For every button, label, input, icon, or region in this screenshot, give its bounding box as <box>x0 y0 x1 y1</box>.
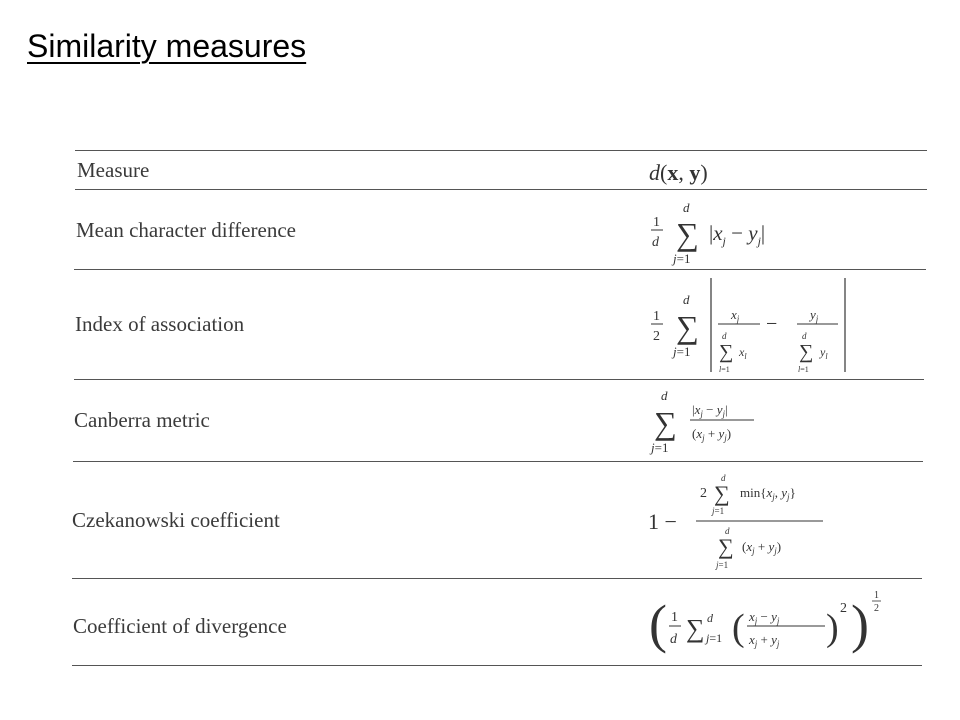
svg-text:∑: ∑ <box>686 614 705 643</box>
svg-text:xj + yj: $x_j + y_j$ <box>749 632 780 649</box>
svg-text:j=1: j=1 <box>673 344 691 359</box>
svg-text:d: d <box>652 235 659 250</box>
formula-mean-character-difference <box>651 200 765 266</box>
measure-name: Canberra metric <box>74 408 210 432</box>
measure-name: Mean character difference <box>76 218 296 242</box>
svg-text:d: d <box>707 611 713 625</box>
svg-text:d: d <box>725 526 730 536</box>
svg-text:|xj − yj|: $|x_j - y_j|$ <box>692 402 728 419</box>
svg-text:1: 1 <box>653 309 660 324</box>
svg-text:yl: $y_l$ <box>820 345 828 361</box>
svg-text:(: ( <box>732 607 745 649</box>
svg-text:xj − yj: $x_j - y_j$ <box>749 609 780 626</box>
svg-text:2: 2 <box>653 329 660 344</box>
svg-text:j=1: j=1 <box>673 251 691 266</box>
svg-text:−: − <box>766 313 778 335</box>
table-header-measure: Measure <box>77 158 150 182</box>
svg-text:yj: $y_j$ <box>810 307 819 324</box>
svg-text:d: d <box>721 473 726 483</box>
svg-text:∑: ∑ <box>676 216 699 252</box>
svg-text:j=1: j=1 <box>712 506 725 516</box>
svg-text:|xj − yj|: $|x_j - y_j|$ <box>709 221 766 248</box>
svg-text:): ) <box>851 594 869 654</box>
svg-text:∑: ∑ <box>719 341 734 363</box>
measure-name: Index of association <box>75 312 245 336</box>
svg-text:d: d <box>722 331 727 341</box>
page-title: Similarity measures <box>27 28 307 64</box>
svg-text:d: d <box>661 388 668 403</box>
formula-index-of-association <box>651 278 845 374</box>
svg-text:(: ( <box>649 594 667 654</box>
svg-text:∑: ∑ <box>718 534 734 559</box>
svg-text:1 −: 1 − <box>648 509 677 534</box>
svg-text:d: d <box>802 331 807 341</box>
svg-text:min{xj, yj}: $\min\{x_j$, $y_j$} <box>740 485 796 502</box>
svg-text:d: d <box>683 200 690 215</box>
svg-text:2: 2 <box>874 603 879 614</box>
svg-text:1: 1 <box>874 590 879 601</box>
svg-text:j=1: j=1 <box>716 560 729 570</box>
formula-coefficient-of-divergence <box>649 590 881 654</box>
svg-text:1: 1 <box>671 610 678 625</box>
measure-name: Czekanowski coefficient <box>72 508 280 532</box>
svg-text:(xj + yj): $(x_j + y_j)$ <box>692 426 732 443</box>
formula-canberra-metric <box>649 388 754 455</box>
svg-text:∑: ∑ <box>714 481 730 506</box>
svg-text:xl: $x_l$ <box>739 345 747 361</box>
svg-text:j=1: j=1 <box>706 631 723 645</box>
formula-czekanowski-coefficient <box>648 473 823 570</box>
svg-text:(xj + yj): $(x_j + y_j)$ <box>742 539 782 556</box>
svg-text:j=1: j=1 <box>651 440 669 455</box>
svg-text:d: d <box>670 632 677 647</box>
table-header-formula: d(x, y) <box>649 160 708 185</box>
measure-name: Coefficient of divergence <box>73 614 287 638</box>
svg-text:l=1: l=1 <box>798 365 809 374</box>
svg-text:∑: ∑ <box>799 341 814 363</box>
svg-text:∑: ∑ <box>676 309 699 345</box>
svg-text:): ) <box>826 607 839 649</box>
svg-text:∑: ∑ <box>654 405 677 441</box>
svg-text:xj: $x_j$ <box>731 307 740 324</box>
svg-text:2: 2 <box>840 601 847 616</box>
svg-text:d: d <box>683 292 690 307</box>
svg-text:l=1: l=1 <box>719 365 730 374</box>
svg-text:2: 2 <box>700 486 707 501</box>
svg-text:1: 1 <box>653 215 660 230</box>
